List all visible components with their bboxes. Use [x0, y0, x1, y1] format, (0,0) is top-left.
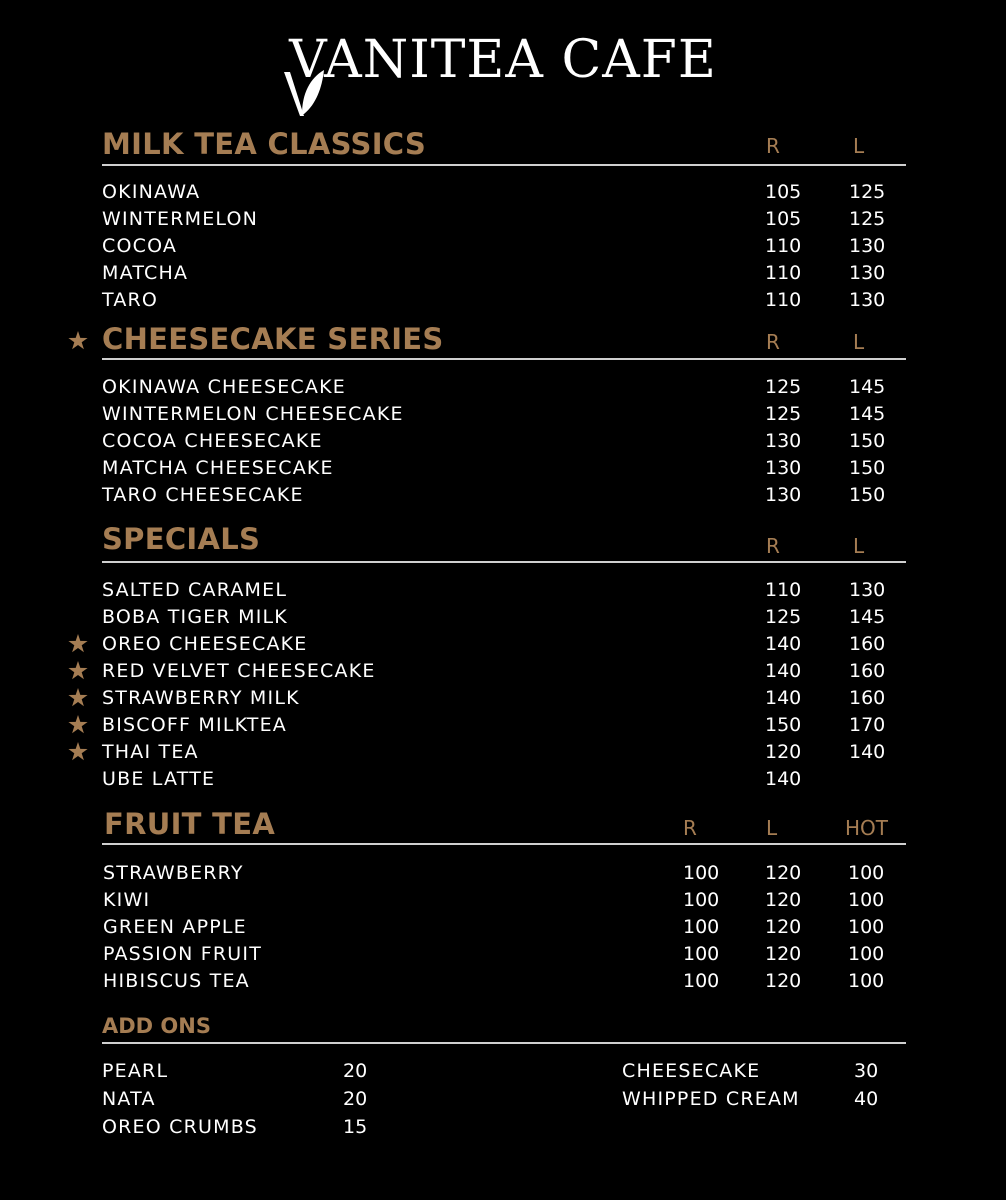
column-header: L [853, 134, 865, 158]
menu-item-price: 125 [849, 208, 886, 230]
menu-item-price: 140 [765, 633, 802, 655]
star-icon [67, 741, 89, 763]
menu-item-price: 105 [765, 208, 802, 230]
menu-item-price: 120 [765, 741, 802, 763]
menu-item-name: STRAWBERRY MILK [102, 687, 300, 709]
menu-item-price: 100 [683, 943, 720, 965]
menu-item-price: 110 [765, 579, 802, 601]
section-title: FRUIT TEA [104, 807, 276, 841]
menu-item-name: OKINAWA CHEESECAKE [102, 376, 346, 398]
menu-item-price: 100 [848, 970, 885, 992]
menu-item-price: 150 [849, 430, 886, 452]
menu-item-price: 110 [765, 289, 802, 311]
menu-item-price: 125 [765, 376, 802, 398]
menu-item-price: 160 [849, 633, 886, 655]
menu-item-name: SALTED CARAMEL [102, 579, 288, 601]
menu-item-price: 140 [849, 741, 886, 763]
menu-item-price: 120 [765, 916, 802, 938]
column-header: L [853, 534, 865, 558]
menu-item-price: 100 [848, 943, 885, 965]
menu-item-price: 110 [765, 235, 802, 257]
column-header: R [766, 134, 780, 158]
column-header: R [683, 816, 697, 840]
menu-item-price: 100 [683, 916, 720, 938]
menu-item-price: 120 [765, 889, 802, 911]
menu-item-price: 170 [849, 714, 886, 736]
column-header: HOT [845, 816, 888, 840]
section-divider [102, 358, 906, 360]
section-divider [102, 164, 906, 166]
menu-item-price: 120 [765, 943, 802, 965]
menu-item-name: KIWI [103, 889, 151, 911]
addon-price: 30 [854, 1060, 879, 1082]
menu-item-name: OREO CHEESECAKE [102, 633, 308, 655]
menu-item-price: 150 [849, 484, 886, 506]
cafe-logo [0, 30, 1006, 100]
column-header: R [766, 330, 780, 354]
menu-item-price: 100 [848, 862, 885, 884]
menu-item-price: 125 [849, 181, 886, 203]
menu-item-price: 125 [765, 606, 802, 628]
addon-name: OREO CRUMBS [102, 1116, 258, 1138]
menu-item-name: MATCHA CHEESECAKE [102, 457, 334, 479]
column-header: L [853, 330, 865, 354]
menu-item-name: BOBA TIGER MILK [102, 606, 288, 628]
menu-item-price: 120 [765, 862, 802, 884]
star-icon [67, 330, 89, 352]
column-header: R [766, 534, 780, 558]
menu-item-price: 130 [765, 430, 802, 452]
menu-item-price: 140 [765, 687, 802, 709]
addon-name: WHIPPED CREAM [622, 1088, 800, 1110]
menu-item-name: PASSION FRUIT [103, 943, 263, 965]
section-divider [102, 561, 906, 563]
menu-item-name: OKINAWA [102, 181, 201, 203]
addon-price: 40 [854, 1088, 879, 1110]
addons-title: ADD ONS [102, 1014, 211, 1038]
menu-item-price: 145 [849, 376, 886, 398]
cafe-name: VANITEA CAFE [289, 30, 717, 90]
section-title: SPECIALS [102, 522, 261, 556]
menu-item-name: WINTERMELON [102, 208, 259, 230]
menu-item-name: WINTERMELON CHEESECAKE [102, 403, 404, 425]
menu-item-name: RED VELVET CHEESECAKE [102, 660, 376, 682]
menu-item-price: 160 [849, 660, 886, 682]
addon-price: 20 [343, 1088, 368, 1110]
star-icon [67, 660, 89, 682]
menu-item-price: 100 [683, 970, 720, 992]
menu-item-price: 160 [849, 687, 886, 709]
menu-item-name: UBE LATTE [102, 768, 216, 790]
menu-item-name: TARO [102, 289, 159, 311]
menu-item-price: 125 [765, 403, 802, 425]
menu-item-name: COCOA [102, 235, 178, 257]
star-icon [67, 633, 89, 655]
section-divider [102, 1042, 906, 1044]
addon-price: 20 [343, 1060, 368, 1082]
menu-item-name: MATCHA [102, 262, 189, 284]
menu-item-price: 100 [848, 916, 885, 938]
section-divider [102, 843, 906, 845]
menu-item-price: 140 [765, 768, 802, 790]
addon-name: CHEESECAKE [622, 1060, 761, 1082]
menu-item-price: 130 [849, 262, 886, 284]
menu-item-price: 130 [765, 457, 802, 479]
menu-item-name: HIBISCUS TEA [103, 970, 250, 992]
menu-item-price: 145 [849, 606, 886, 628]
menu-item-price: 150 [849, 457, 886, 479]
section-title: CHEESECAKE SERIES [102, 322, 444, 356]
menu-item-name: BISCOFF MILKTEA [102, 714, 287, 736]
section-title: MILK TEA CLASSICS [102, 127, 427, 161]
menu-item-price: 150 [765, 714, 802, 736]
menu-item-price: 105 [765, 181, 802, 203]
menu-item-name: TARO CHEESECAKE [102, 484, 304, 506]
menu-item-name: GREEN APPLE [103, 916, 247, 938]
menu-item-price: 130 [849, 579, 886, 601]
menu-item-price: 130 [765, 484, 802, 506]
menu-item-name: COCOA CHEESECAKE [102, 430, 323, 452]
star-icon [67, 714, 89, 736]
addon-name: PEARL [102, 1060, 169, 1082]
menu-item-price: 130 [849, 289, 886, 311]
menu-item-price: 100 [683, 889, 720, 911]
menu-item-price: 145 [849, 403, 886, 425]
menu-item-price: 100 [683, 862, 720, 884]
addon-name: NATA [102, 1088, 156, 1110]
column-header: L [766, 816, 778, 840]
menu-item-price: 140 [765, 660, 802, 682]
menu-item-name: THAI TEA [102, 741, 199, 763]
star-icon [67, 687, 89, 709]
menu-item-price: 100 [848, 889, 885, 911]
menu-item-name: STRAWBERRY [103, 862, 244, 884]
menu-item-price: 120 [765, 970, 802, 992]
addon-price: 15 [343, 1116, 368, 1138]
menu-item-price: 110 [765, 262, 802, 284]
menu-item-price: 130 [849, 235, 886, 257]
